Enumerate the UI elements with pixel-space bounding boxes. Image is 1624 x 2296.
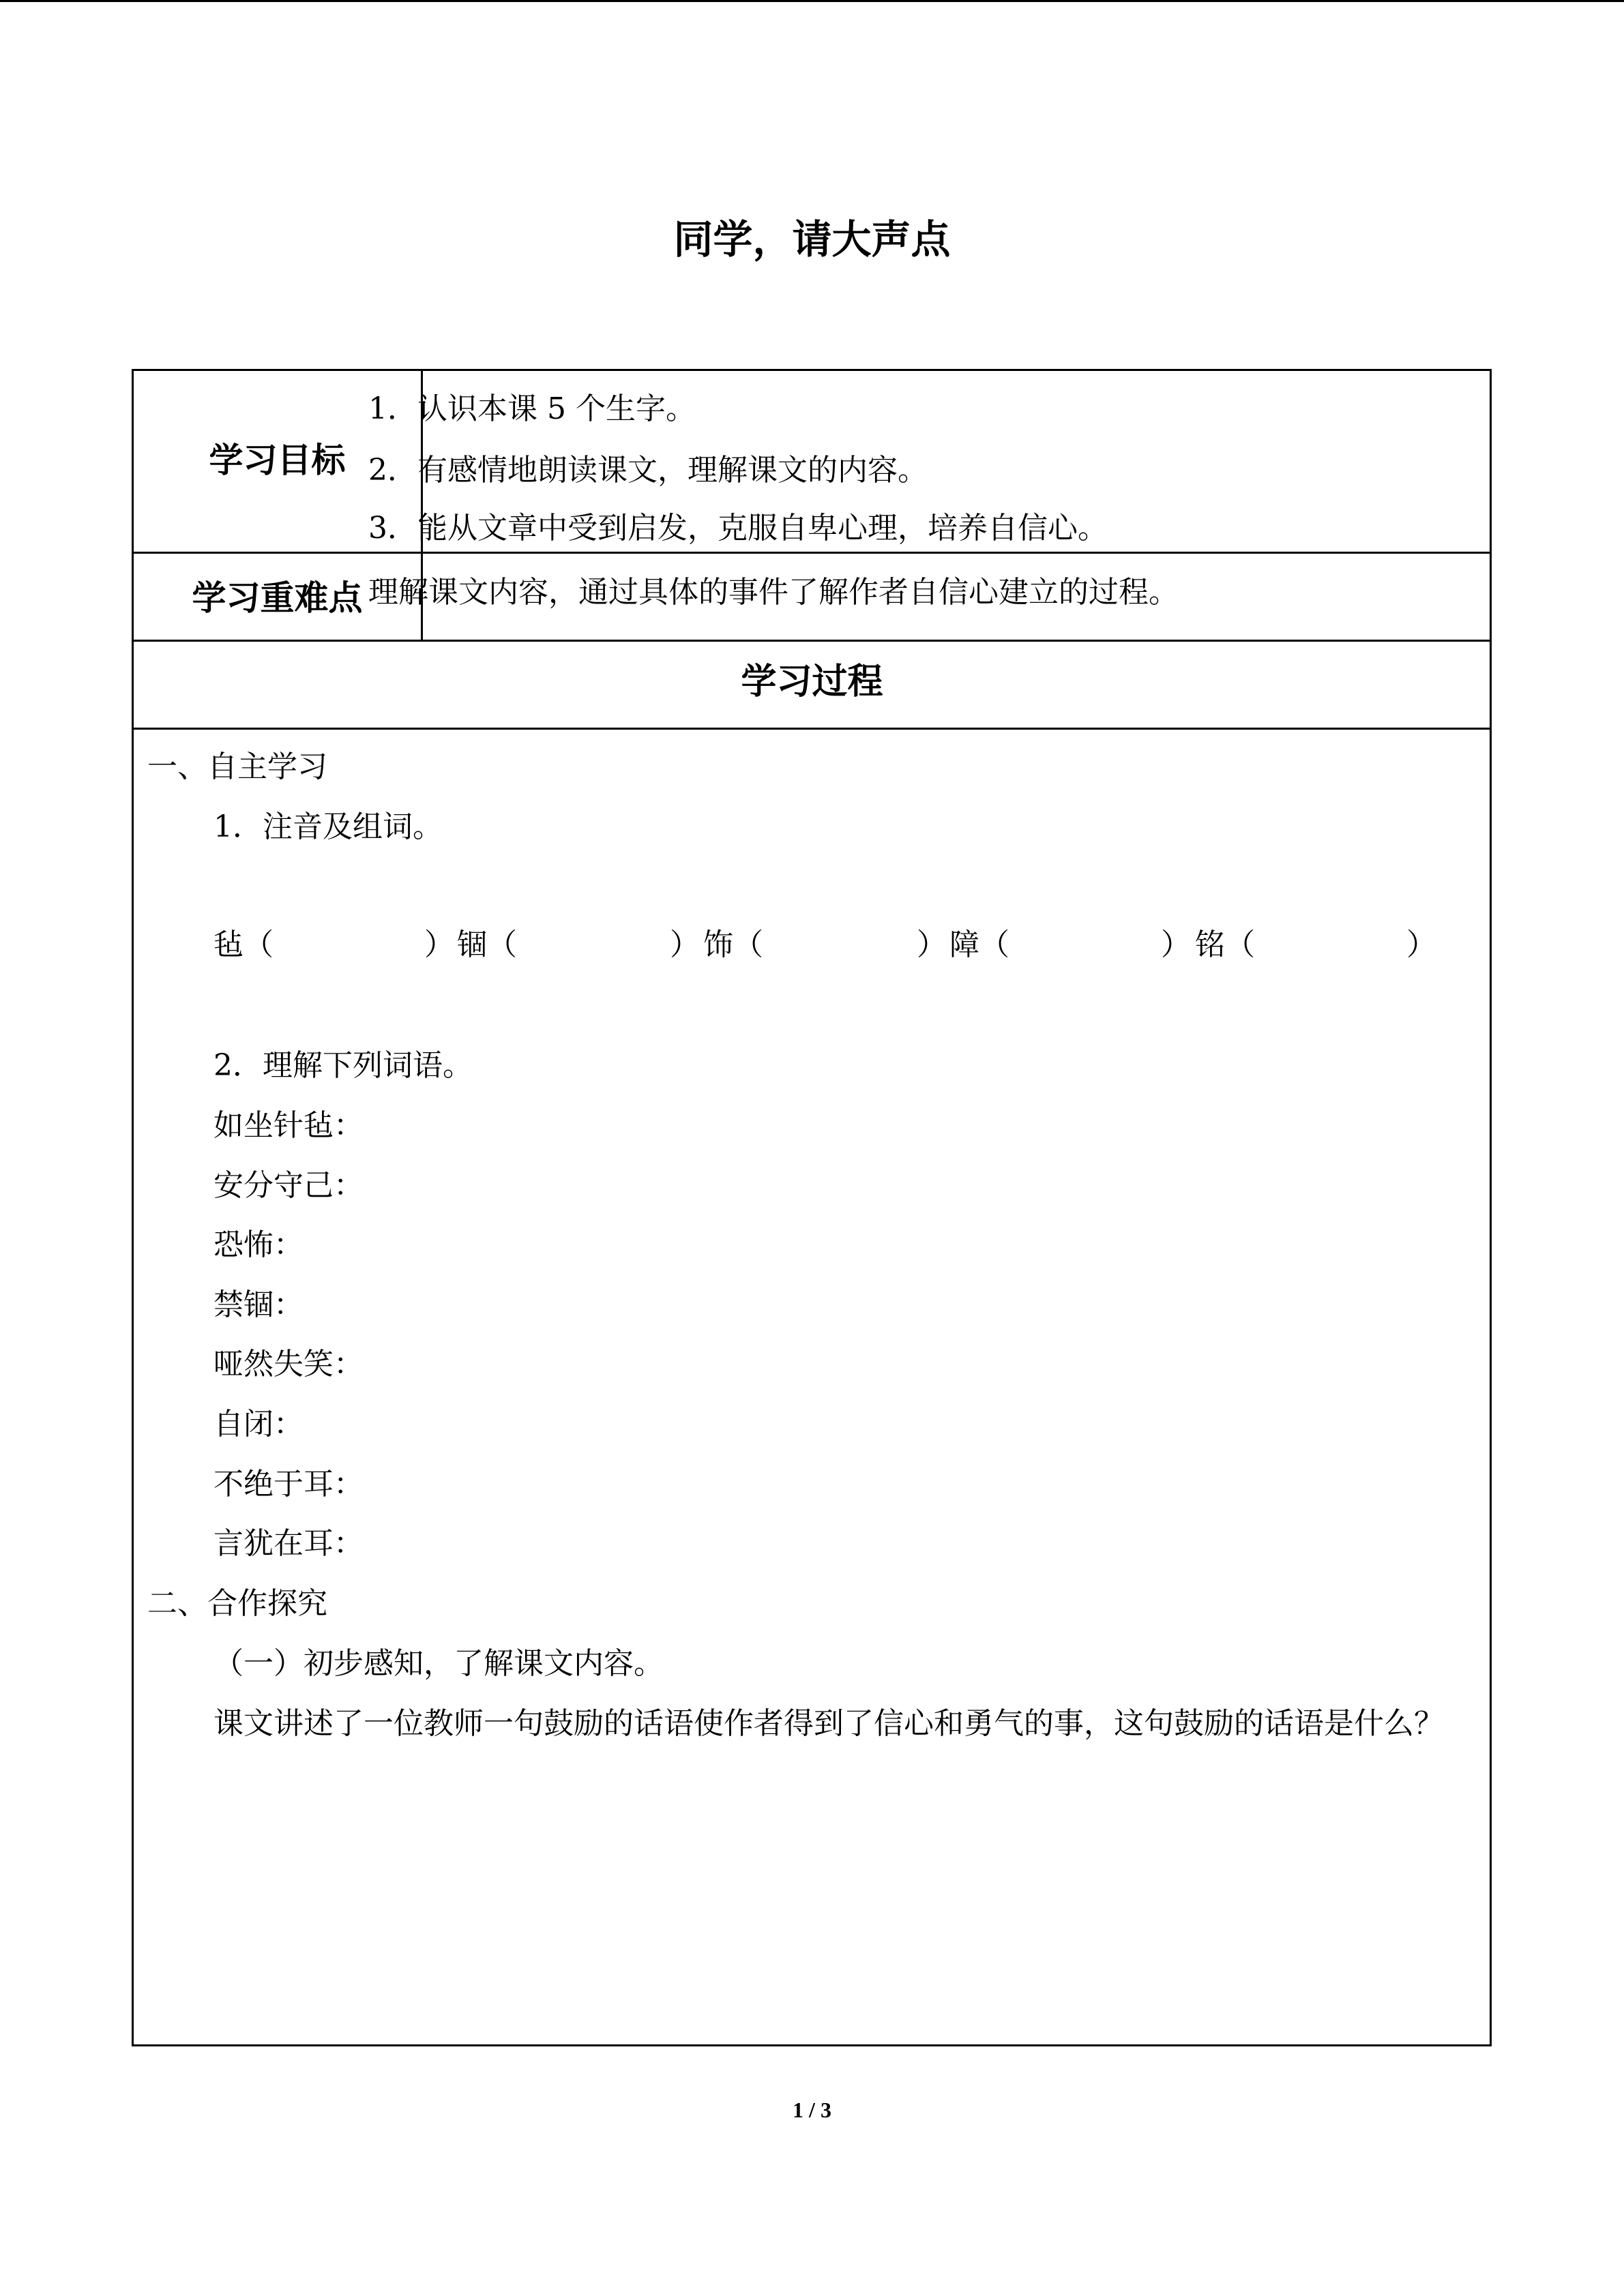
open-paren: （ (487, 927, 517, 962)
term-item: 自闭： (213, 1407, 304, 1442)
top-border-line (0, 0, 1624, 2)
char-text: 锢 (457, 927, 487, 962)
key-points-text: 理解课文内容，通过具体的事件了解作者自信心建立的过程。 (368, 575, 1179, 610)
char-item (213, 925, 274, 966)
close-paren: ） (1406, 927, 1436, 962)
page-number: 1 / 3 (793, 2098, 831, 2122)
goal-item: 3．能从文章中受到启发，克服自卑心理，培养自信心。 (368, 511, 1108, 546)
term-item: 恐怖： (213, 1227, 304, 1262)
question-paragraph: 课文讲述了一位教师一句鼓励的话语使作者得到了信心和勇气的事，这句鼓励的话语是什么？ (213, 1706, 1444, 1741)
process-heading: 学习过程 (741, 661, 883, 702)
term-item: 安分守己： (213, 1168, 364, 1203)
term-item: 哑然失笑： (213, 1347, 364, 1382)
question-text: 2．理解下列词语。 (213, 1048, 473, 1083)
subsection-title: （一）初步感知，了解课文内容。 (213, 1646, 664, 1681)
char-text: 铭 (1195, 927, 1225, 962)
page-title: 同学，请大声点 (673, 216, 951, 263)
char-item (949, 925, 1009, 966)
goal-item: 1．认识本课 5 个生字。 (368, 391, 696, 426)
row-divider (134, 552, 1490, 554)
open-paren: （ (243, 927, 274, 962)
key-points-label: 学习重难点 (192, 578, 363, 618)
term-item: 言犹在耳： (213, 1526, 364, 1561)
term-item: 不绝于耳： (213, 1467, 364, 1502)
close-paren: ） (670, 927, 700, 962)
question-text: 1．注音及组词。 (213, 809, 443, 844)
section-title: 二、合作探究 (147, 1586, 327, 1621)
close-paren: ） (917, 927, 947, 962)
worksheet-table (132, 369, 1492, 2046)
char-item (703, 925, 763, 966)
open-paren: （ (1225, 927, 1255, 962)
goal-item: 2．有感情地朗读课文，理解课文的内容。 (368, 453, 928, 488)
goals-label: 学习目标 (209, 441, 346, 480)
term-item: 禁锢： (213, 1287, 304, 1322)
close-paren: ） (424, 927, 454, 962)
char-text: 毡 (213, 927, 243, 962)
open-paren: （ (733, 927, 763, 962)
char-text: 障 (949, 927, 979, 962)
term-item: 如坐针毡： (213, 1108, 364, 1143)
char-text: 饰 (703, 927, 733, 962)
close-paren: ） (1161, 927, 1191, 962)
char-item (457, 925, 517, 966)
row-divider (134, 728, 1490, 730)
row-divider (134, 640, 1490, 642)
section-title: 一、自主学习 (147, 749, 327, 784)
char-item (1195, 925, 1255, 966)
open-paren: （ (979, 927, 1009, 962)
